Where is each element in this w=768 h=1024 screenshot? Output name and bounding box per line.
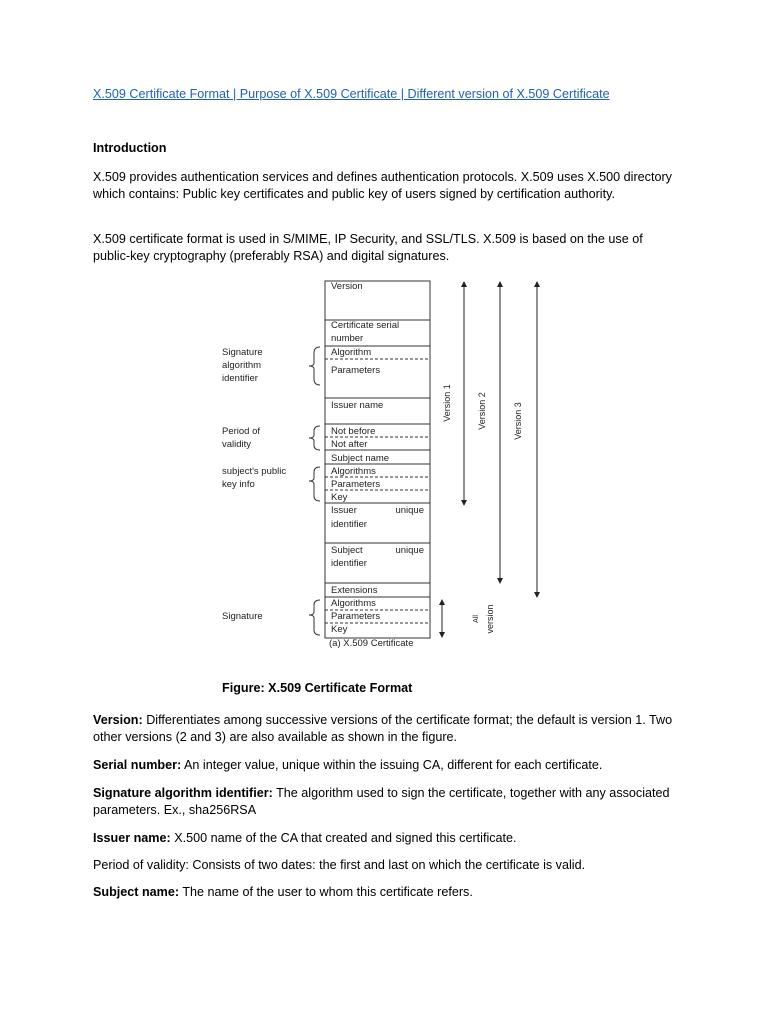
definition-text: The algorithm used to sign the certificate, together with any associated parameters. Ex., sha256RSA [93, 786, 670, 817]
label-validity-1: Period of [222, 426, 261, 437]
definition-text: Period of validity: Consists of two dates: the first and last on which the certificate is valid. [93, 858, 586, 872]
label-signature-algorithm-1: Signature [222, 347, 263, 358]
version-3-label: Version 3 [513, 402, 523, 440]
figure-subcaption: (a) X.509 Certificate [329, 638, 414, 649]
definition-subject-name [93, 884, 683, 901]
field-sign-key: Key [331, 624, 348, 635]
field-sign-algorithms: Algorithms [331, 598, 376, 609]
version-2-label: Version 2 [477, 392, 487, 430]
label-signature-algorithm-3: identifier [222, 373, 258, 384]
field-issuer-uid-a: Issuer [331, 505, 357, 516]
field-not-before: Not before [331, 426, 376, 437]
field-not-after: Not after [331, 439, 368, 450]
brace-group [309, 347, 320, 635]
figure-caption: Figure: X.509 Certificate Format [222, 681, 413, 695]
label-public-key-1: subject's public [222, 466, 287, 477]
x509-certificate-diagram [210, 275, 523, 655]
field-subject-uid-line2: identifier [331, 558, 367, 569]
definition-term: Signature algorithm identifier: [93, 786, 273, 800]
definition-text: Differentiates among successive versions of the certificate format; the default is version 1. Two other versions (2 and 3) are also available as shown in the figure. [93, 713, 673, 744]
introduction-heading: Introduction [93, 141, 167, 155]
field-subject-uid-b: unique [395, 545, 424, 556]
field-pk-parameters: Parameters [331, 479, 381, 490]
title-link[interactable]: X.509 Certificate Format | Purpose of X.509 Certificate | Different version of X.509 Certificate [93, 87, 610, 101]
definition-term: Issuer name: [93, 831, 171, 845]
field-issuer-name: Issuer name [331, 400, 384, 411]
definition-signature-algorithm [93, 785, 683, 819]
label-signature: Signature [222, 611, 263, 622]
definition-term: Version: [93, 713, 143, 727]
definition-version [93, 712, 683, 746]
field-sig-parameters: Parameters [331, 365, 381, 376]
field-pk-algorithms: Algorithms [331, 466, 376, 477]
version-label: version [485, 604, 495, 634]
field-sig-algorithm: Algorithm [331, 347, 372, 358]
intro-paragraph-1: X.509 provides authentication services and defines authentication protocols. X.509 uses X.500 directory which contains: Public key certificates and public key of users signed by certification authority. [93, 170, 672, 201]
field-subject-uid-a: Subject [331, 545, 363, 556]
version-1-label: Version 1 [442, 384, 452, 422]
label-signature-algorithm-2: algorithm [222, 360, 262, 371]
field-sign-parameters: Parameters [331, 611, 381, 622]
all-label: All [473, 615, 480, 623]
definition-text: An integer value, unique within the issuing CA, different for each certificate. [181, 758, 603, 772]
field-issuer-uid-line2: identifier [331, 519, 367, 530]
field-extensions: Extensions [331, 585, 378, 596]
definition-text: X.500 name of the CA that created and signed this certificate. [170, 831, 517, 845]
intro-paragraph-2: X.509 certificate format is used in S/MIME, IP Security, and SSL/TLS. X.509 is based on the use of public-key cryptography (preferably RSA) and digital signatures. [93, 232, 643, 263]
definition-text: The name of the user to whom this certificate refers. [179, 885, 473, 899]
field-serial-line1: Certificate serial [331, 320, 400, 331]
definition-term: Subject name: [93, 885, 180, 899]
definition-period-of-validity [93, 857, 683, 874]
field-version: Version [331, 281, 363, 292]
definition-issuer-name [93, 830, 683, 847]
definition-serial-number [93, 757, 683, 774]
label-validity-2: validity [222, 439, 252, 450]
field-subject-name: Subject name [331, 453, 390, 464]
label-public-key-2: key info [222, 479, 255, 490]
definition-term: Serial number: [93, 758, 182, 772]
field-issuer-uid-b: unique [395, 505, 424, 516]
field-serial-line2: number [331, 333, 364, 344]
field-pk-key: Key [331, 492, 348, 503]
